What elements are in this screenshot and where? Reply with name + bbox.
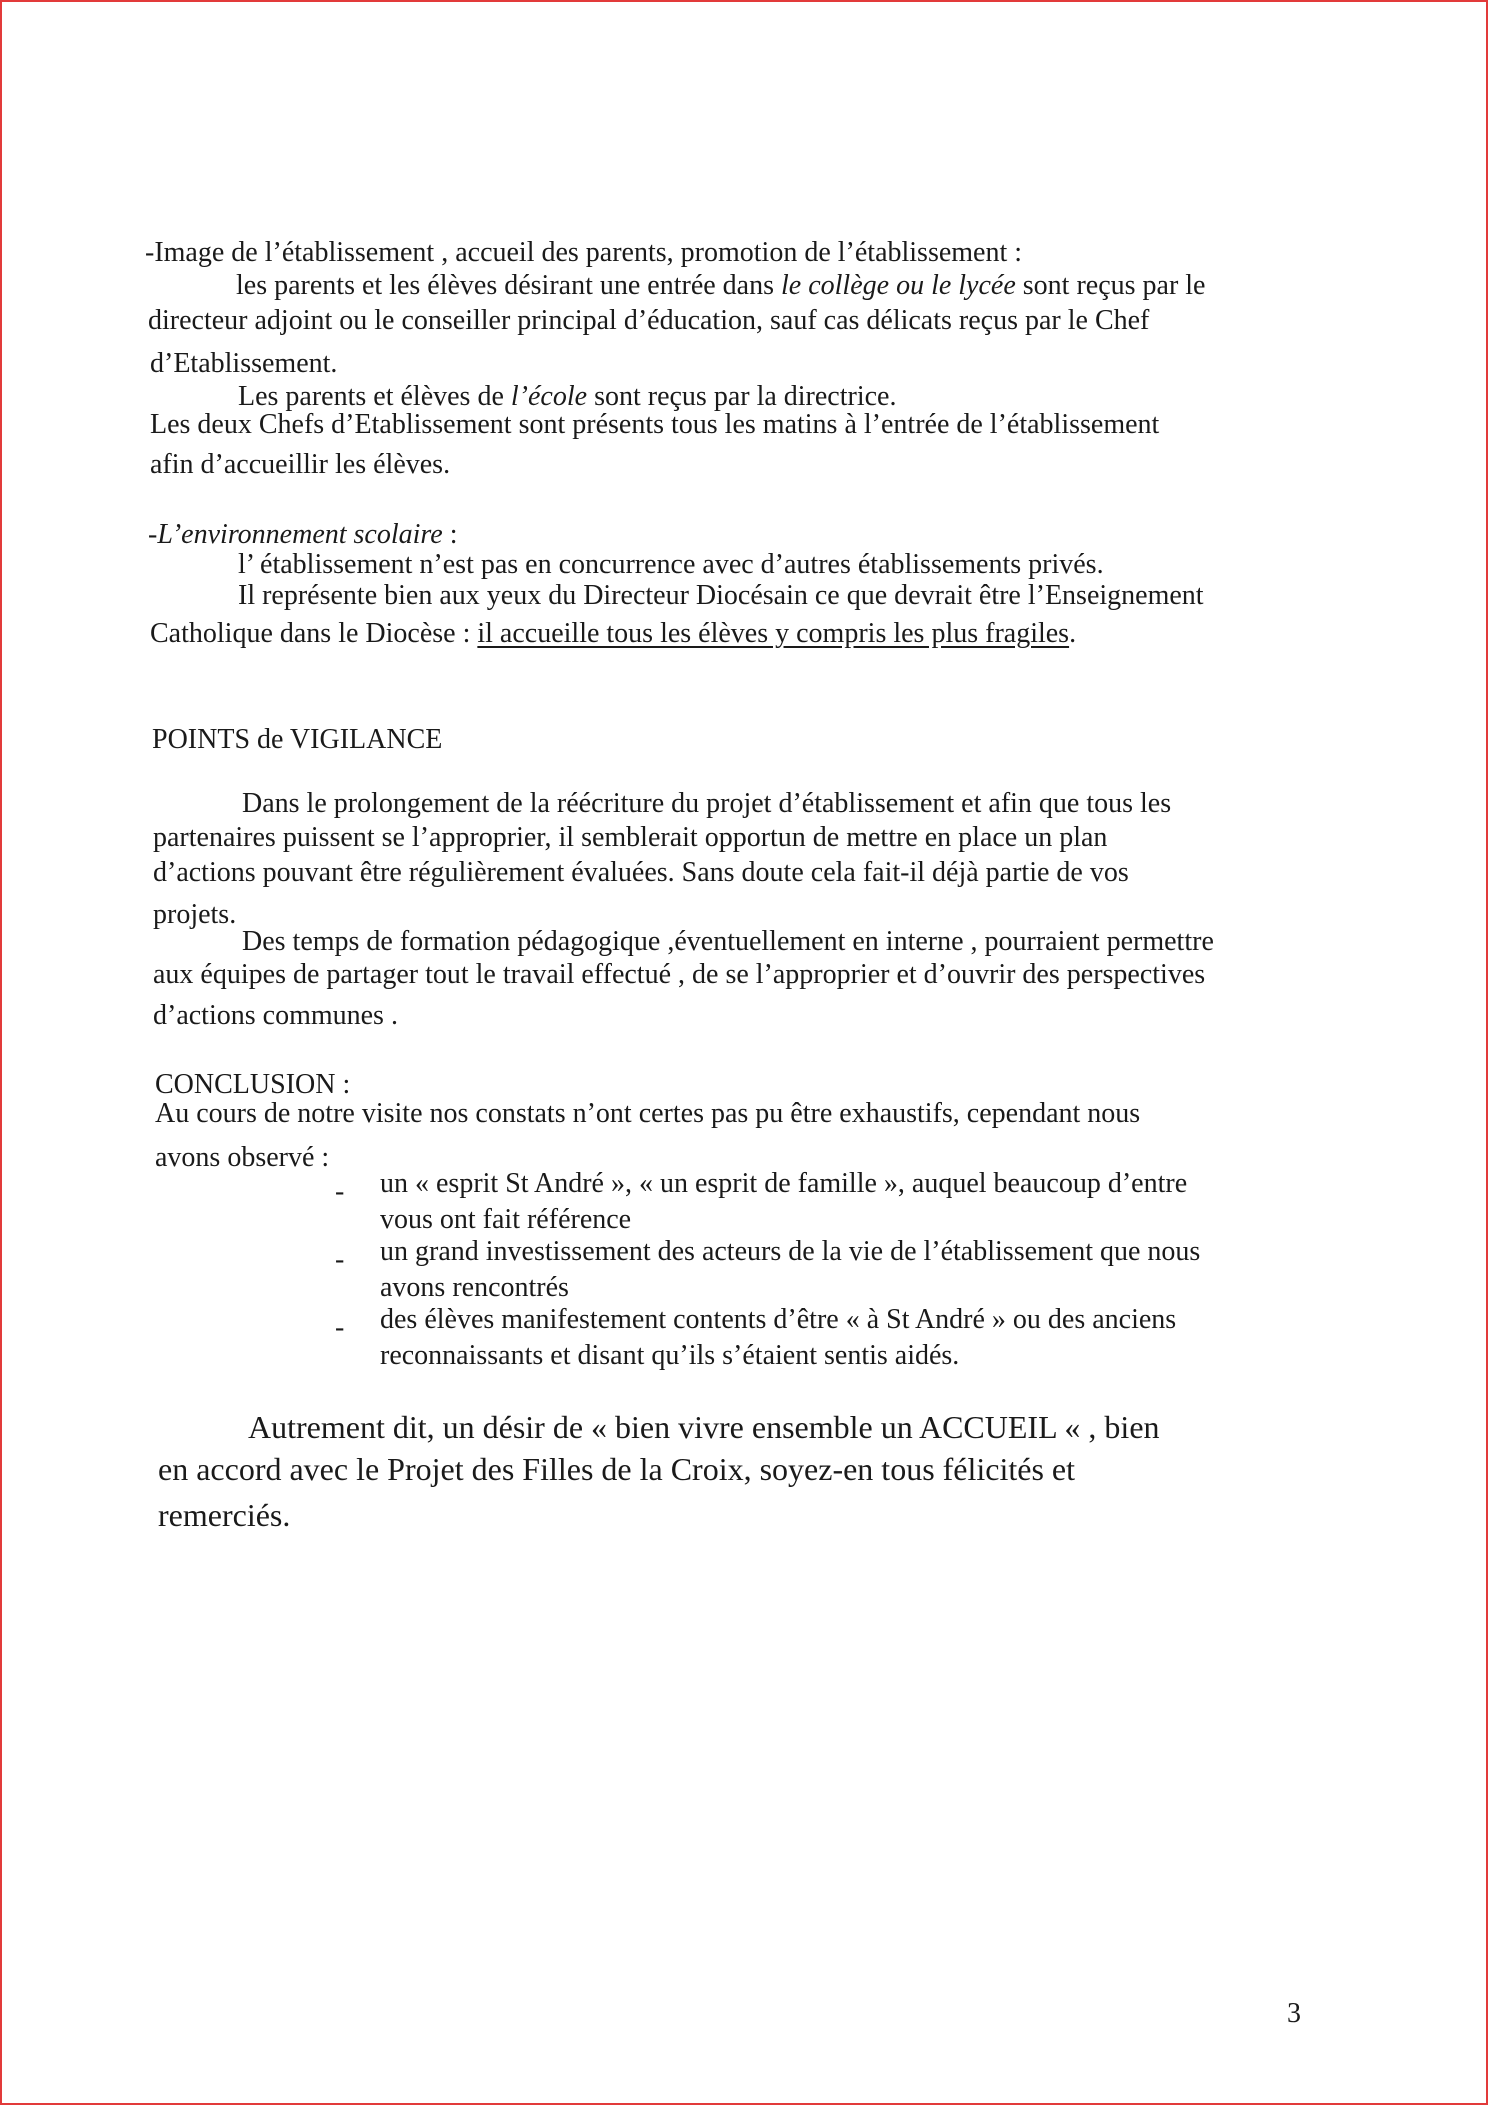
section-env-line: l’ établissement n’est pas en concurrence avec d’autres établissements privés. <box>238 549 1104 580</box>
bullet-marker: - <box>335 1176 345 1207</box>
text-run: sont reçus par la directrice. <box>587 381 897 412</box>
section-env-line: Il représente bien aux yeux du Directeur Diocésain ce que devrait être l’Enseignement <box>238 580 1204 611</box>
bullet-marker: - <box>335 1244 345 1275</box>
closing-line: remerciés. <box>158 1497 291 1533</box>
closing-line: en accord avec le Projet des Filles de la Croix, soyez-en tous félicités et <box>158 1451 1076 1487</box>
section-vigilance-line: aux équipes de partager tout le travail effectué , de se l’approprier et d’ouvrir des perspectives <box>153 959 1206 990</box>
emphasis-text: le collège ou le lycée <box>781 270 1016 301</box>
section-vigilance-heading: POINTS de VIGILANCE <box>152 724 443 755</box>
bullet-marker: - <box>335 1312 345 1343</box>
section-conclusion-line: Au cours de notre visite nos constats n’ont certes pas pu être exhaustifs, cependant nous <box>155 1098 1141 1129</box>
list-item-continuation: avons rencontrés <box>380 1272 569 1303</box>
text-run: . <box>1069 618 1077 649</box>
section-conclusion-line: avons observé : <box>155 1142 330 1173</box>
list-item: un grand investissement des acteurs de la vie de l’établissement que nous <box>380 1236 1201 1267</box>
section-image-line: afin d’accueillir les élèves. <box>150 449 451 480</box>
emphasis-text: l’école <box>510 381 588 412</box>
list-item: un « esprit St André », « un esprit de famille », auquel beaucoup d’entre <box>380 1168 1188 1199</box>
section-conclusion-heading: CONCLUSION : <box>155 1069 351 1100</box>
section-image-line <box>236 268 1205 303</box>
section-env-line <box>150 616 1076 651</box>
emphasis-text: -L’environnement scolaire <box>148 519 443 550</box>
section-image-line: Les deux Chefs d’Etablissement sont présents tous les matins à l’entrée de l’établissement <box>150 409 1160 440</box>
list-item-continuation: vous ont fait référence <box>380 1204 632 1235</box>
list-item: des élèves manifestement contents d’être « à St André » ou des anciens <box>380 1304 1177 1335</box>
section-vigilance-line: partenaires puissent se l’approprier, il semblerait opportun de mettre en place un plan <box>153 822 1108 853</box>
page-number: 3 <box>1287 1998 1301 2029</box>
section-vigilance-line: d’actions communes . <box>153 1000 398 1031</box>
section-vigilance-line: Des temps de formation pédagogique ,éventuellement en interne , pourraient permettre <box>242 926 1214 957</box>
section-image-line: d’Etablissement. <box>150 348 338 379</box>
section-vigilance-line: projets. <box>153 899 237 930</box>
section-vigilance-line: Dans le prolongement de la réécriture du projet d’établissement et afin que tous les <box>242 788 1172 819</box>
text-run: : <box>442 519 458 550</box>
section-image-line: directeur adjoint ou le conseiller principal d’éducation, sauf cas délicats reçus par le Chef <box>148 305 1150 336</box>
underlined-text: il accueille tous les élèves y compris les plus fragiles <box>477 618 1070 649</box>
text-run: Les parents et élèves de <box>238 381 511 412</box>
text-run: Catholique dans le Diocèse : <box>150 618 478 649</box>
section-vigilance-line: d’actions pouvant être régulièrement évaluées. Sans doute cela fait-il déjà partie de vos <box>153 857 1129 888</box>
list-item-continuation: reconnaissants et disant qu’ils s’étaient sentis aidés. <box>380 1340 960 1371</box>
text-run: les parents et les élèves désirant une entrée dans <box>236 270 782 301</box>
text-run: sont reçus par le <box>1015 270 1206 301</box>
section-image-heading: -Image de l’établissement , accueil des parents, promotion de l’établissement : <box>145 237 1023 268</box>
closing-line: Autrement dit, un désir de « bien vivre ensemble un ACCUEIL « , bien <box>248 1409 1160 1445</box>
